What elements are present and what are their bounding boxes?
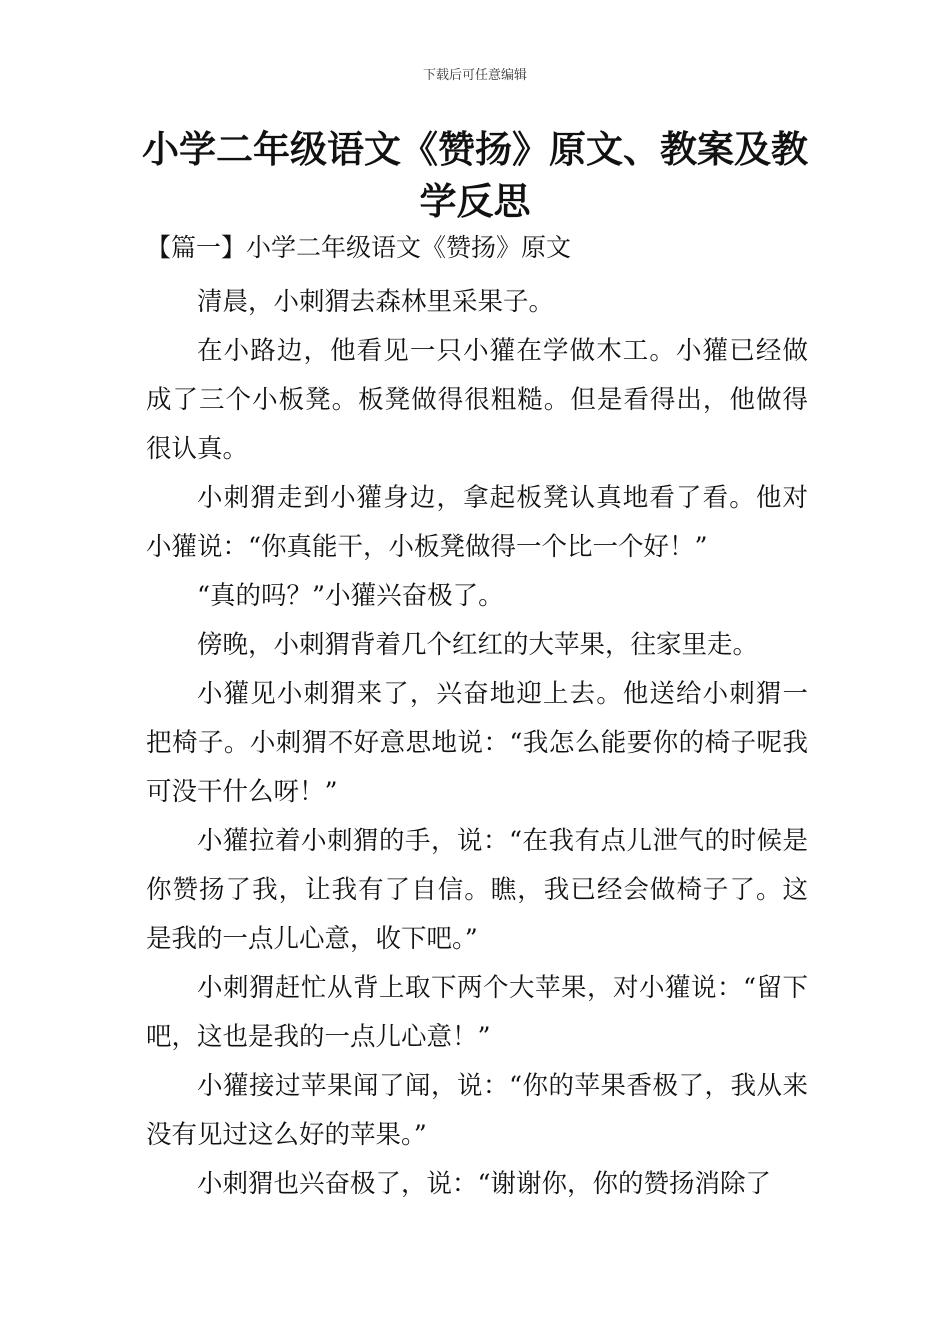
paragraph: 小獾拉着小刺猬的手，说：“在我有点儿泄气的时候是你赞扬了我，让我有了自信。瞧，我已经会做椅子了。这是我的一点儿心意，收下吧。” [146,826,808,954]
paragraph: “真的吗？”小獾兴奋极了。 [197,581,504,611]
paragraph: 小獾见小刺猬来了，兴奋地迎上去。他送给小刺猬一把椅子。小刺猬不好意思地说：“我怎么能要你的椅子呢我可没干什么呀！” [146,679,808,807]
paragraph: 傍晚，小刺猬背着几个红红的大苹果，往家里走。 [197,630,759,660]
paragraph: 清晨，小刺猬去森林里采果子。 [197,287,555,317]
header-note: 下载后可任意编辑 [422,68,527,83]
document-title: 小学二年级语文《赞扬》原文、教案及教学反思 [142,128,808,223]
section-heading: 【篇一】小学二年级语文《赞扬》原文 [146,233,572,262]
paragraph: 小刺猬赶忙从背上取下两个大苹果，对小獾说：“留下吧，这也是我的一点儿心意！” [146,973,808,1052]
paragraph: 小獾接过苹果闻了闻，说：“你的苹果香极了，我从来没有见过这么好的苹果。” [146,1071,808,1150]
paragraph: 小刺猬也兴奋极了，说：“谢谢你，你的赞扬消除了 [197,1169,772,1199]
paragraph: 小刺猬走到小獾身边，拿起板凳认真地看了看。他对小獾说：“你真能干，小板凳做得一个比一个好！” [146,483,808,562]
paragraph: 在小路边，他看见一只小獾在学做木工。小獾已经做成了三个小板凳。板凳做得很粗糙。但是看得出，他做得很认真。 [146,336,808,464]
body-text [146,278,808,1209]
